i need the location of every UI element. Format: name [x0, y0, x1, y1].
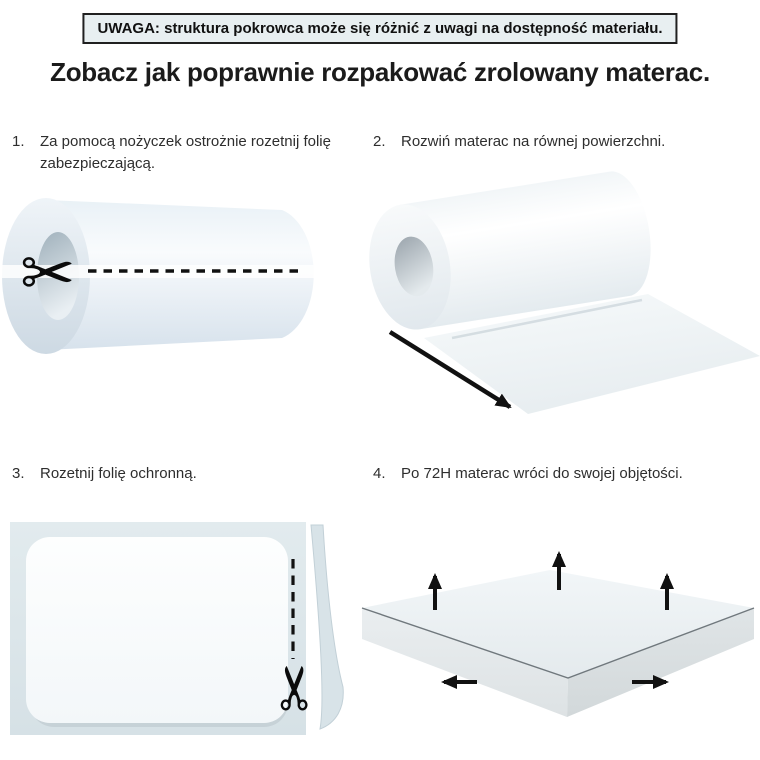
scissors-icon: ✂	[261, 662, 331, 713]
step-2-illustration	[360, 162, 760, 432]
mattress	[26, 537, 288, 723]
scissors-icon: ✂	[20, 235, 76, 312]
step-4-label	[373, 463, 753, 485]
step-text: Za pomocą nożyczek ostrożnie rozetnij folię zabezpieczającą.	[40, 133, 331, 172]
step-4-illustration	[360, 540, 760, 760]
step-number: 4.	[373, 465, 386, 482]
page-title: Zobacz jak poprawnie rozpakować zrolowany materac.	[50, 57, 710, 87]
step-1-illustration	[2, 188, 347, 403]
step-text: Rozetnij folię ochronną.	[40, 465, 197, 482]
step-text: Rozwiń materac na równej powierzchni.	[401, 133, 666, 150]
step-number: 2.	[373, 133, 386, 150]
step-1-label	[12, 131, 332, 175]
notice-banner	[82, 13, 677, 44]
step-3-label	[12, 463, 332, 485]
notice-banner-text: UWAGA: struktura pokrowca może się różnić z uwagi na dostępność materiału.	[97, 20, 663, 37]
step-number: 3.	[12, 465, 25, 482]
step-number: 1.	[12, 133, 25, 150]
step-2-label	[373, 131, 753, 153]
step-3-illustration	[8, 515, 348, 747]
step-text: Po 72H materac wróci do swojej objętości.	[401, 465, 683, 482]
